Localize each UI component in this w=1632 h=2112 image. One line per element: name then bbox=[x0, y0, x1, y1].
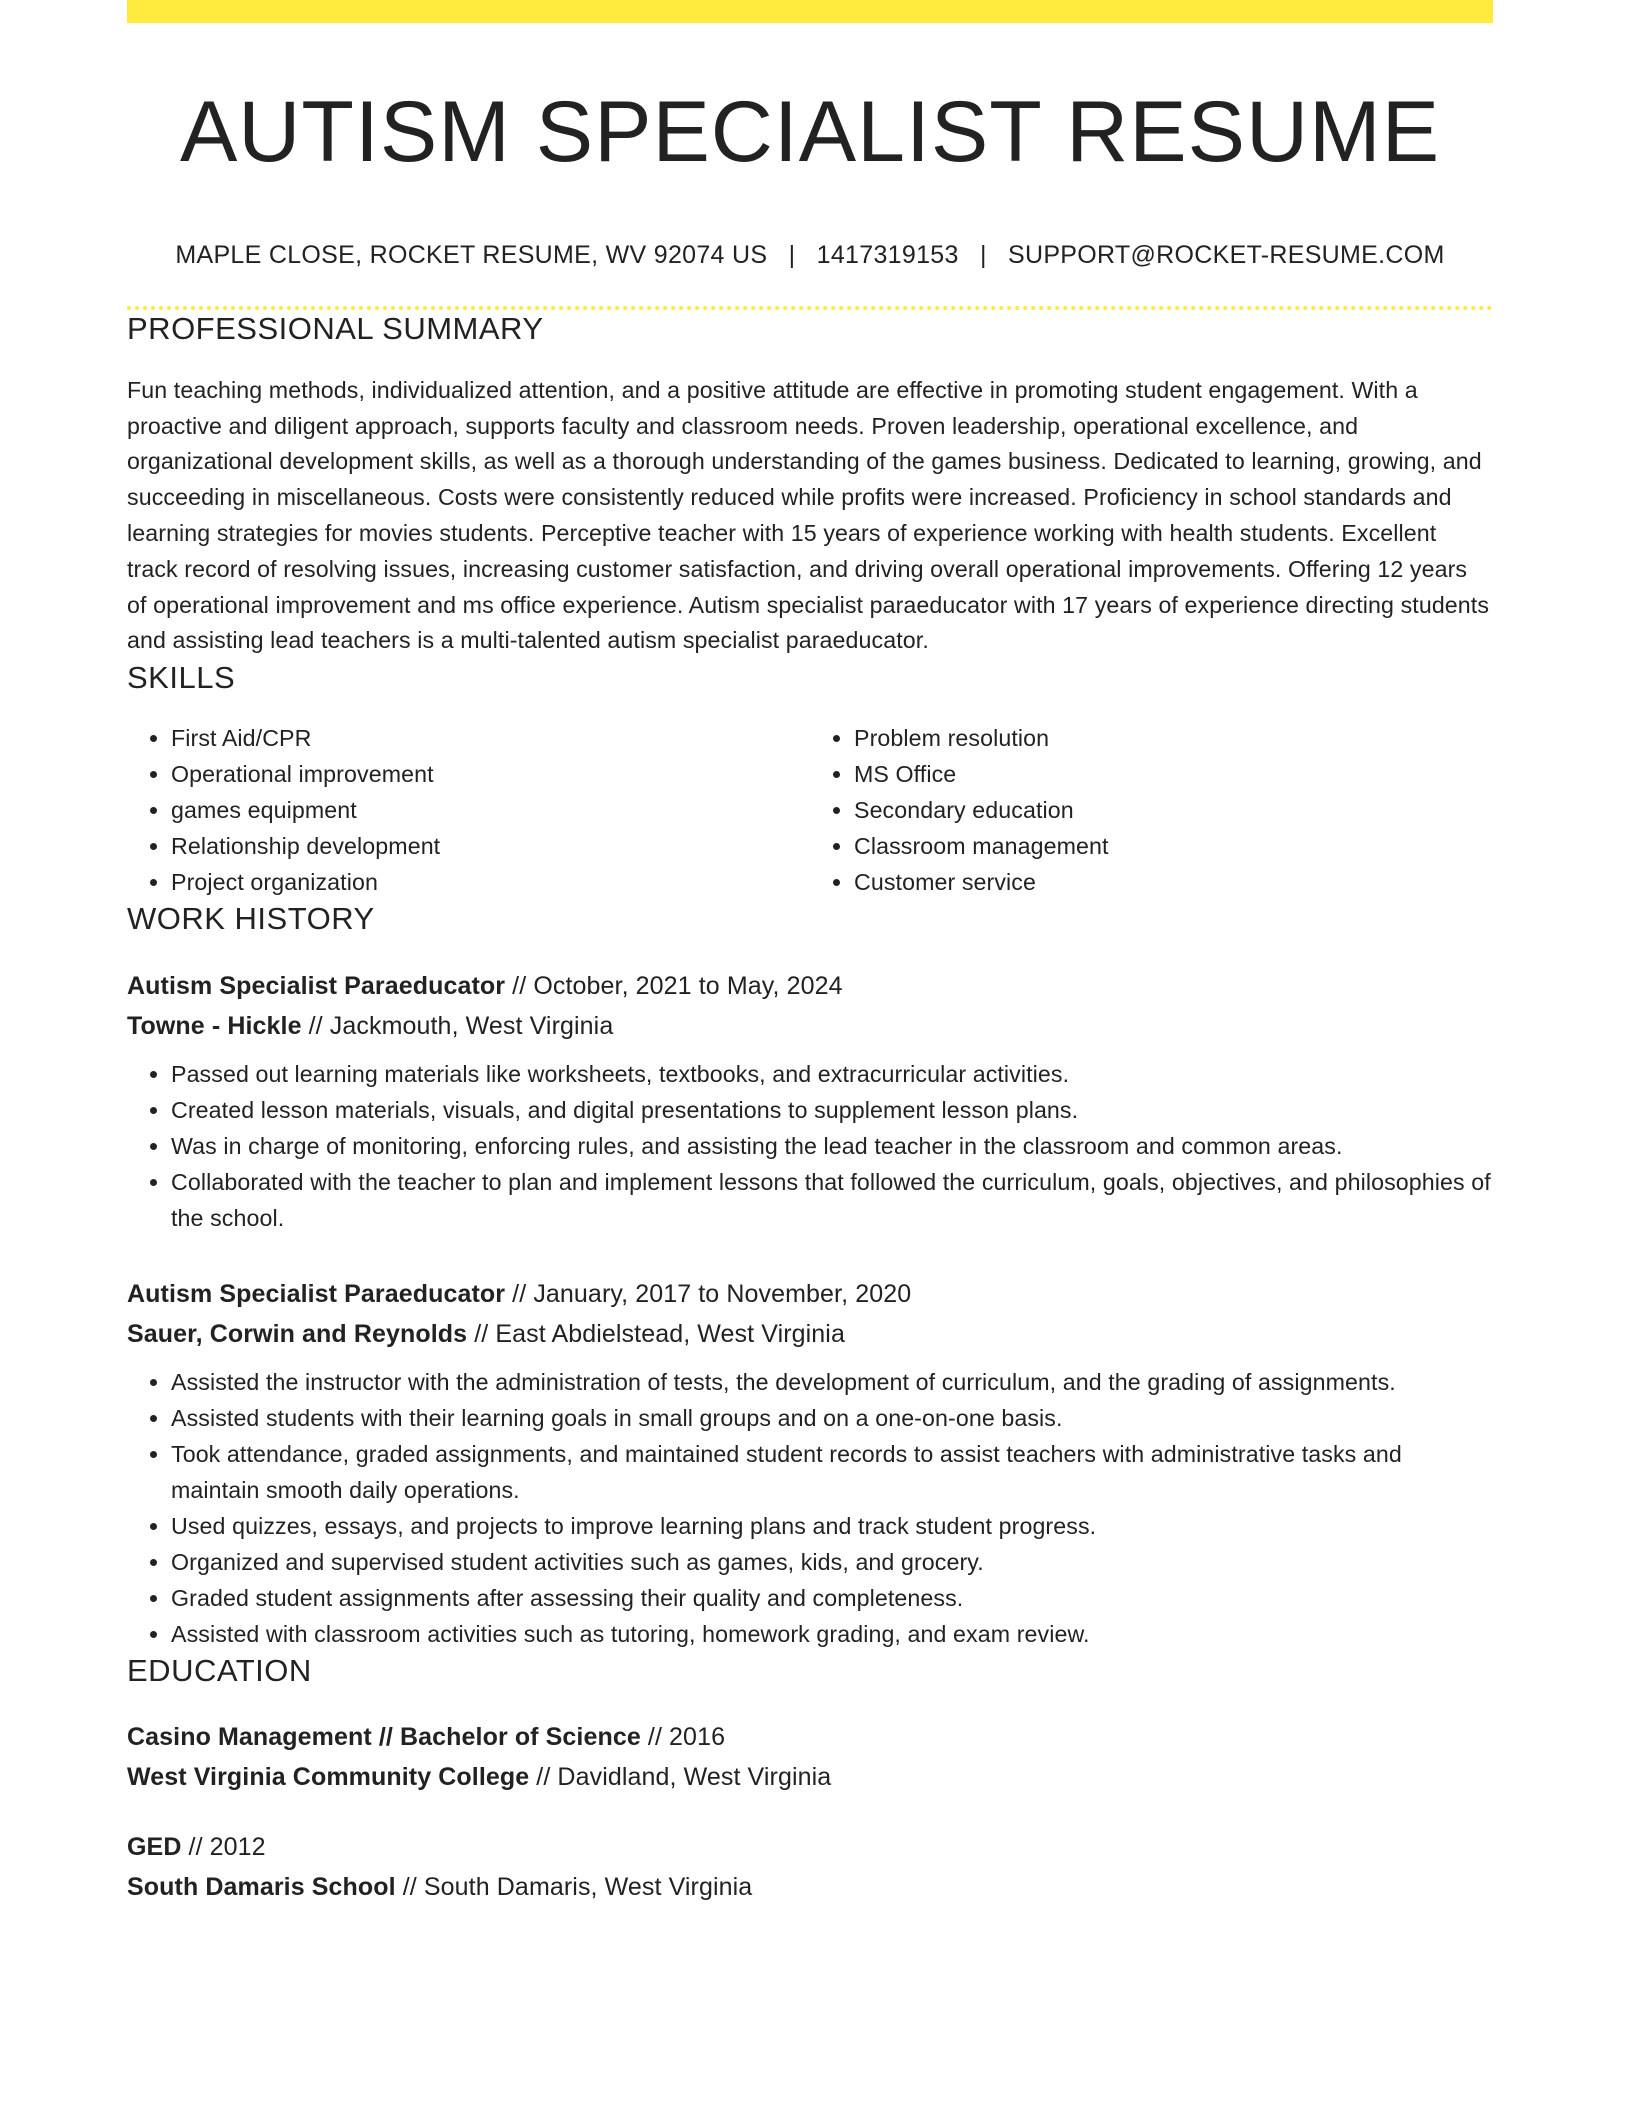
job-bullet: • Collaborated with the teacher to plan and implement lessons that followed the curriculum, goals, objectives, and philosophies of the school. bbox=[171, 1164, 1493, 1236]
job-bullet: • Assisted the instructor with the administration of tests, the development of curriculum, and the grading of assignments. bbox=[171, 1364, 1493, 1400]
skills-grid bbox=[127, 720, 1493, 900]
skill-item: • MS Office bbox=[854, 756, 1493, 792]
resume-title: AUTISM SPECIALIST RESUME bbox=[179, 84, 1441, 180]
skills-column-left bbox=[127, 720, 810, 900]
job-position: Autism Specialist Paraeducator bbox=[127, 971, 506, 1000]
education-degree: GED bbox=[127, 1832, 182, 1861]
skill-item: • Problem resolution bbox=[854, 720, 1493, 756]
skills-column-right bbox=[810, 720, 1493, 900]
skill-item: • First Aid/CPR bbox=[171, 720, 810, 756]
job-bullets bbox=[127, 1056, 1493, 1236]
job-company-line bbox=[127, 1006, 1493, 1046]
job-bullet: • Assisted with classroom activities such as tutoring, homework grading, and exam review. bbox=[171, 1616, 1493, 1652]
job-bullet: • Took attendance, graded assignments, and maintained student records to assist teachers with administrative tasks and maintain smooth daily operations. bbox=[171, 1436, 1493, 1508]
job-entry bbox=[127, 966, 1493, 1236]
education-degree-line bbox=[127, 1717, 1493, 1757]
job-company: Towne - Hickle bbox=[127, 1011, 302, 1040]
job-bullet: • Used quizzes, essays, and projects to improve learning plans and track student progress. bbox=[171, 1508, 1493, 1544]
education-location: // Davidland, West Virginia bbox=[529, 1762, 832, 1791]
work-history-section bbox=[127, 900, 1493, 1651]
education-year: // 2012 bbox=[181, 1832, 266, 1861]
accent-top-bar bbox=[127, 0, 1493, 23]
skills-section bbox=[127, 659, 1493, 900]
section-title-education: EDUCATION bbox=[127, 1652, 312, 1688]
job-bullet: • Organized and supervised student activities such as games, kids, and grocery. bbox=[171, 1544, 1493, 1580]
section-title-summary: PROFESSIONAL SUMMARY bbox=[127, 310, 544, 346]
contact-line bbox=[127, 240, 1493, 270]
education-degree: Casino Management // Bachelor of Science bbox=[127, 1722, 641, 1751]
job-title-line bbox=[127, 1274, 1493, 1314]
job-position: Autism Specialist Paraeducator bbox=[127, 1279, 506, 1308]
skill-item: • Relationship development bbox=[171, 828, 810, 864]
skill-item: • Customer service bbox=[854, 864, 1493, 900]
summary-text: Fun teaching methods, individualized attention, and a positive attitude are effective in promoting student engagement. With a proactive and diligent approach, supports faculty and classroom needs. Proven leadership, operational excellence, and organizational development skills, as well as a thorough understanding of the games business. Dedicated to learning, growing, and succeeding in miscellaneous. Costs were consistently reduced while profits were increased. Proficiency in school standards and learning strategies for movies students. Perceptive teacher with 15 years of experience working with health students. Excellent track record of resolving issues, increasing customer satisfaction, and driving overall operational improvements. Offering 12 years of operational improvement and ms office experience. Autism specialist paraeducator with 17 years of experience directing students and assisting lead teachers is a multi-talented autism specialist paraeducator. bbox=[127, 376, 1490, 654]
skill-item: • Operational improvement bbox=[171, 756, 810, 792]
job-dates: // October, 2021 to May, 2024 bbox=[505, 971, 843, 1000]
job-title-line bbox=[127, 966, 1493, 1006]
contact-separator: | bbox=[788, 240, 796, 269]
job-bullet: • Graded student assignments after assessing their quality and completeness. bbox=[171, 1580, 1493, 1616]
professional-summary-section bbox=[127, 310, 1493, 660]
resume-page bbox=[127, 0, 1493, 1907]
education-entry bbox=[127, 1717, 1493, 1797]
job-dates: // January, 2017 to November, 2020 bbox=[505, 1279, 912, 1308]
section-title-skills: SKILLS bbox=[127, 660, 236, 696]
job-bullet: • Was in charge of monitoring, enforcing rules, and assisting the lead teacher in the classroom and common areas. bbox=[171, 1128, 1493, 1164]
job-location: // Jackmouth, West Virginia bbox=[301, 1011, 614, 1040]
contact-separator: | bbox=[979, 240, 987, 269]
education-school: South Damaris School bbox=[127, 1872, 396, 1901]
skill-item: • Project organization bbox=[171, 864, 810, 900]
contact-address: MAPLE CLOSE, ROCKET RESUME, WV 92074 US bbox=[175, 240, 768, 269]
education-school-line bbox=[127, 1867, 1493, 1907]
job-company: Sauer, Corwin and Reynolds bbox=[127, 1319, 468, 1348]
job-bullet: • Created lesson materials, visuals, and digital presentations to supplement lesson plans. bbox=[171, 1092, 1493, 1128]
job-entry bbox=[127, 1274, 1493, 1652]
education-entry bbox=[127, 1827, 1493, 1907]
contact-email: SUPPORT@ROCKET-RESUME.COM bbox=[1007, 240, 1445, 269]
contact-phone: 1417319153 bbox=[816, 240, 959, 269]
job-bullet: • Passed out learning materials like worksheets, textbooks, and extracurricular activities. bbox=[171, 1056, 1493, 1092]
job-location: // East Abdielstead, West Virginia bbox=[467, 1319, 845, 1348]
job-bullet: • Assisted students with their learning goals in small groups and on a one-on-one basis. bbox=[171, 1400, 1493, 1436]
education-degree-line bbox=[127, 1827, 1493, 1867]
job-bullets bbox=[127, 1364, 1493, 1652]
job-company-line bbox=[127, 1314, 1493, 1354]
education-location: // South Damaris, West Virginia bbox=[395, 1872, 753, 1901]
section-title-work-history: WORK HISTORY bbox=[127, 901, 375, 937]
skill-item: • Secondary education bbox=[854, 792, 1493, 828]
education-school: West Virginia Community College bbox=[127, 1762, 530, 1791]
skill-item: • games equipment bbox=[171, 792, 810, 828]
education-school-line bbox=[127, 1757, 1493, 1797]
education-section bbox=[127, 1652, 1493, 1907]
skill-item: • Classroom management bbox=[854, 828, 1493, 864]
education-year: // 2016 bbox=[640, 1722, 726, 1751]
